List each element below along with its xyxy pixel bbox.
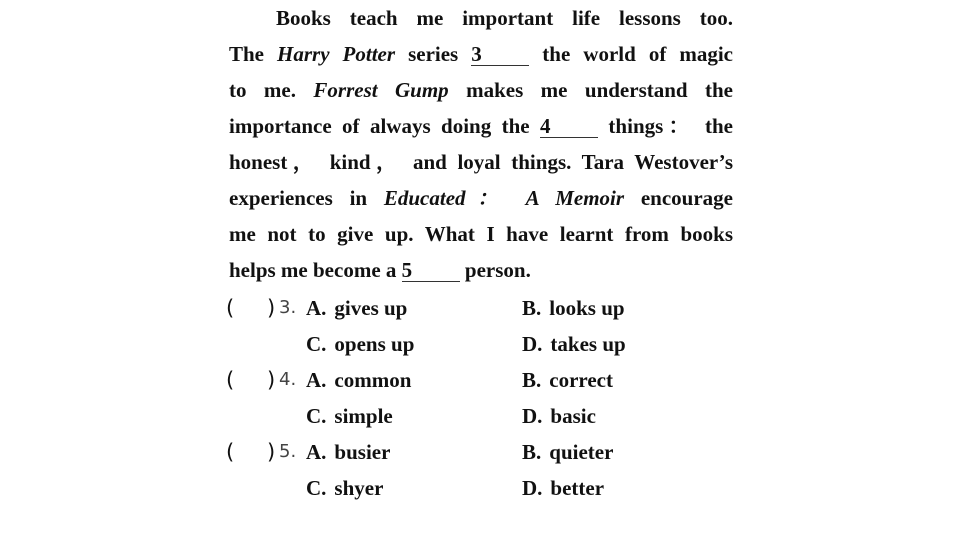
answer-bracket-open[interactable]: ( bbox=[226, 440, 235, 464]
option-letter: D. bbox=[522, 476, 543, 500]
option-c[interactable] bbox=[306, 470, 383, 506]
question-number: 3. bbox=[279, 297, 297, 318]
question-list bbox=[224, 290, 744, 506]
option-b[interactable] bbox=[522, 362, 613, 398]
option-d[interactable] bbox=[522, 470, 604, 506]
option-letter: D. bbox=[522, 404, 543, 428]
passage-text: series bbox=[395, 42, 472, 66]
cloze-passage bbox=[229, 0, 733, 288]
option-letter: A. bbox=[306, 296, 327, 320]
option-c[interactable] bbox=[306, 326, 414, 362]
question-4-row-1 bbox=[224, 362, 744, 398]
option-text: looks up bbox=[549, 296, 625, 320]
option-letter: A. bbox=[306, 368, 327, 392]
title-text: Harry Potter bbox=[277, 42, 396, 66]
passage-text: Books teach me important life lessons too. bbox=[276, 6, 733, 30]
question-3-row-1 bbox=[224, 290, 744, 326]
answer-bracket-close[interactable]: ) bbox=[267, 296, 276, 320]
question-4-row-2 bbox=[224, 398, 744, 434]
option-text: shyer bbox=[334, 476, 384, 500]
answer-bracket-close[interactable]: ) bbox=[267, 368, 276, 392]
option-d[interactable] bbox=[522, 398, 596, 434]
passage-line bbox=[229, 108, 733, 144]
passage-text: honest， kind， and loyal things. Tara Westover’s bbox=[229, 150, 733, 174]
passage-text: makes me understand the bbox=[448, 78, 733, 102]
question-5-row-2 bbox=[224, 470, 744, 506]
option-a[interactable] bbox=[306, 290, 407, 326]
option-letter: C. bbox=[306, 404, 327, 428]
passage-text: me not to give up. What I have learnt from books bbox=[229, 222, 733, 246]
question-number: 5. bbox=[279, 441, 297, 462]
question-number: 4. bbox=[279, 369, 297, 390]
option-letter: D. bbox=[522, 332, 543, 356]
answer-bracket-open[interactable]: ( bbox=[226, 368, 235, 392]
answer-blank-3[interactable]: 3 bbox=[471, 43, 529, 66]
option-letter: A. bbox=[306, 440, 327, 464]
option-text: basic bbox=[550, 404, 596, 428]
answer-bracket-close[interactable]: ) bbox=[267, 440, 276, 464]
option-text: better bbox=[550, 476, 605, 500]
option-b[interactable] bbox=[522, 290, 625, 326]
option-text: busier bbox=[334, 440, 391, 464]
option-a[interactable] bbox=[306, 434, 390, 470]
option-text: common bbox=[334, 368, 412, 392]
passage-line bbox=[229, 180, 733, 216]
option-text: simple bbox=[334, 404, 393, 428]
passage-text: The bbox=[229, 42, 278, 66]
answer-blank-5[interactable]: 5 bbox=[402, 259, 460, 282]
passage-text: importance of always doing the bbox=[229, 114, 541, 138]
option-text: takes up bbox=[550, 332, 626, 356]
passage-line bbox=[229, 252, 733, 288]
question-5-row-1 bbox=[224, 434, 744, 470]
option-letter: C. bbox=[306, 476, 327, 500]
passage-text: the world of magic bbox=[529, 42, 733, 66]
passage-text: things： the bbox=[598, 114, 734, 138]
title-text: Forrest Gump bbox=[313, 78, 449, 102]
question-3-row-2 bbox=[224, 326, 744, 362]
option-c[interactable] bbox=[306, 398, 393, 434]
option-letter: B. bbox=[522, 440, 542, 464]
option-b[interactable] bbox=[522, 434, 613, 470]
passage-text: helps me become a bbox=[229, 258, 402, 282]
option-text: quieter bbox=[549, 440, 614, 464]
option-letter: C. bbox=[306, 332, 327, 356]
option-text: correct bbox=[549, 368, 613, 392]
option-text: gives up bbox=[334, 296, 408, 320]
passage-line bbox=[229, 36, 733, 72]
title-text: Educated： A Memoir bbox=[383, 186, 625, 210]
option-letter: B. bbox=[522, 296, 542, 320]
answer-blank-4[interactable]: 4 bbox=[540, 115, 598, 138]
passage-line bbox=[229, 0, 733, 36]
passage-text: to me. bbox=[229, 78, 314, 102]
option-letter: B. bbox=[522, 368, 542, 392]
option-d[interactable] bbox=[522, 326, 626, 362]
passage-line bbox=[229, 72, 733, 108]
passage-line bbox=[229, 144, 733, 180]
passage-text: encourage bbox=[624, 186, 733, 210]
passage-text: experiences in bbox=[229, 186, 384, 210]
option-a[interactable] bbox=[306, 362, 411, 398]
answer-bracket-open[interactable]: ( bbox=[226, 296, 235, 320]
passage-line bbox=[229, 216, 733, 252]
passage-text: person. bbox=[459, 258, 531, 282]
option-text: opens up bbox=[334, 332, 415, 356]
